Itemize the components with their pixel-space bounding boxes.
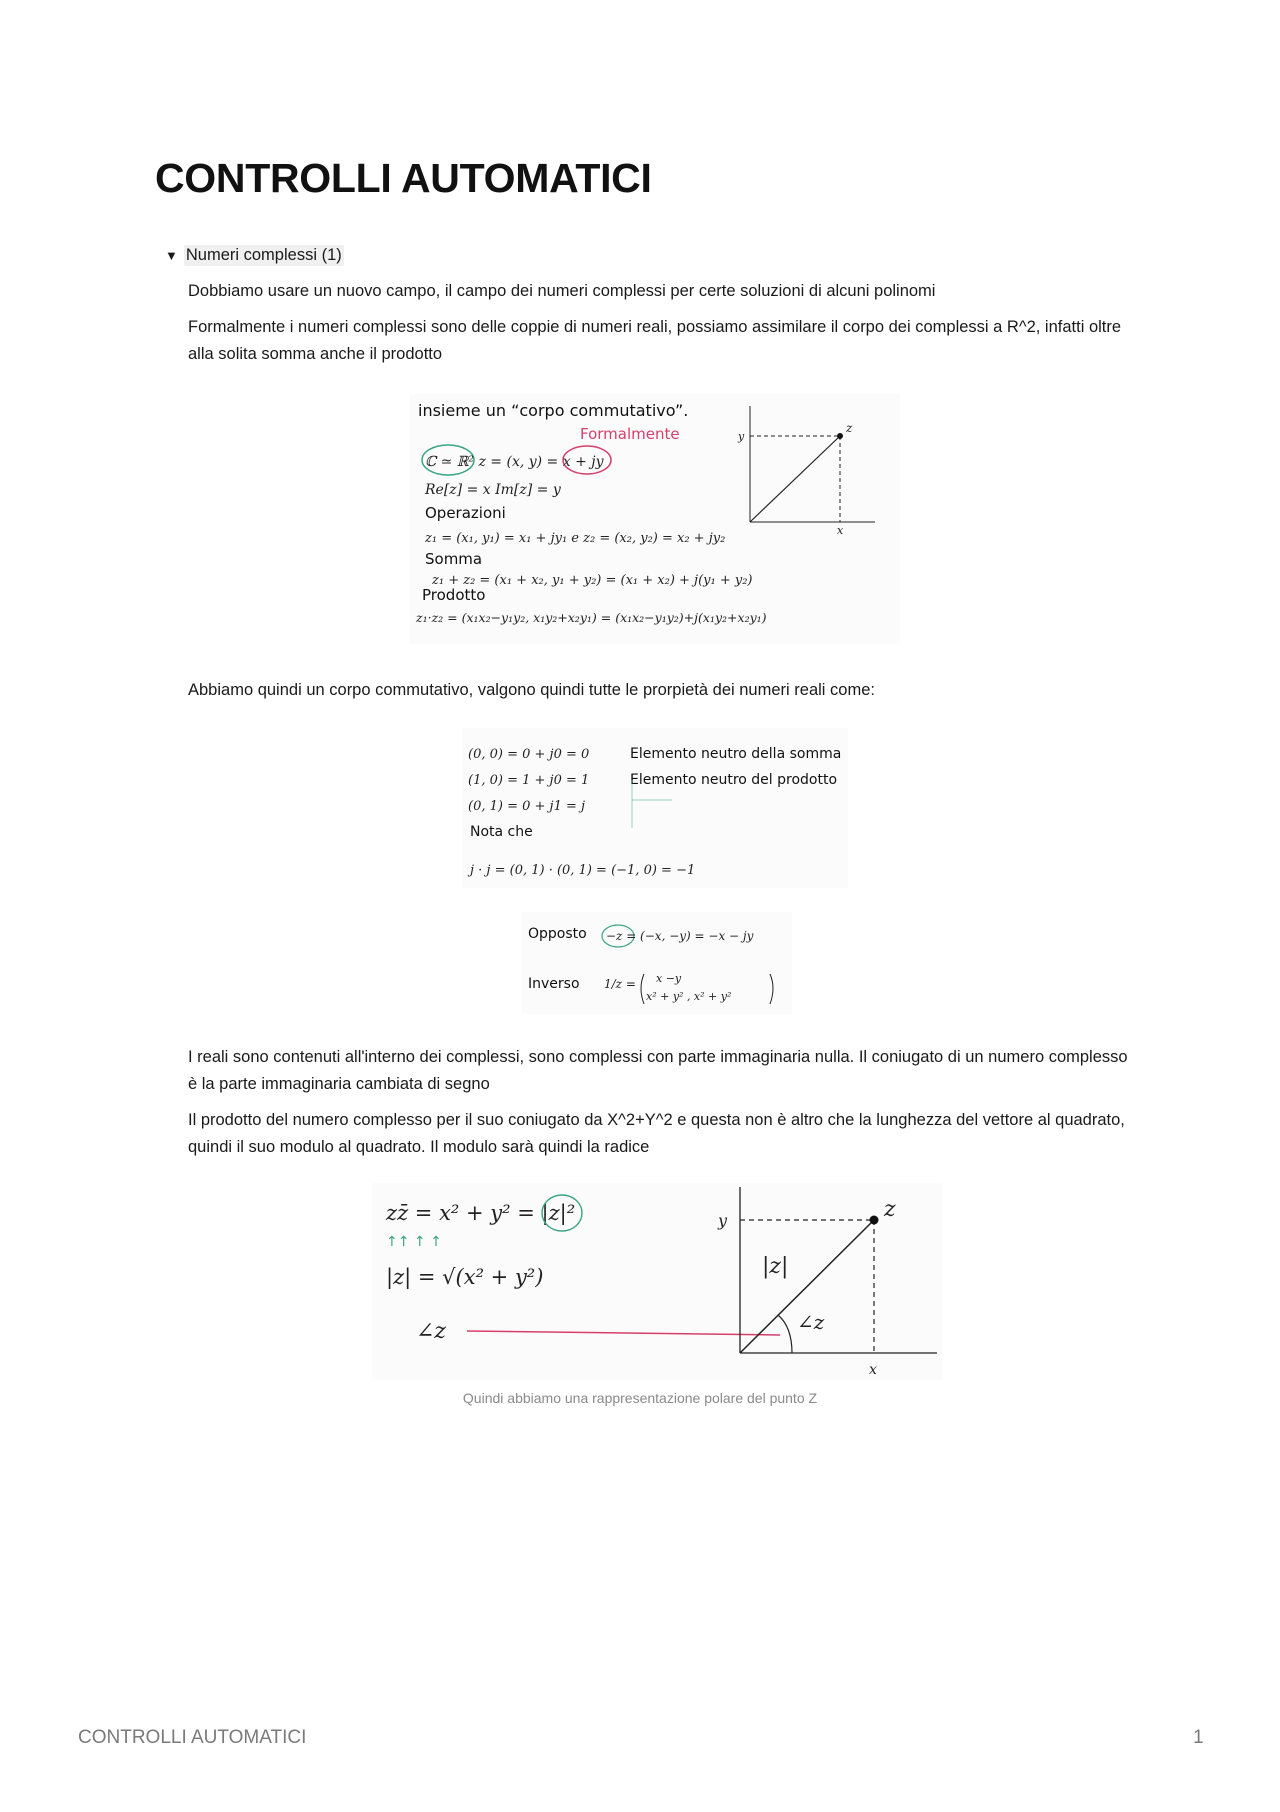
fig2-nota: Nota che	[470, 824, 533, 840]
fig1-line-z: z₁ = (x₁, y₁) = x₁ + jy₁ e z₂ = (x₂, y₂) = x₂ + jy₂	[425, 531, 726, 546]
fig1-prodotto: Prodotto	[422, 586, 486, 604]
fig3-inverso: Inverso	[528, 976, 580, 992]
fig2-row3: (0, 1) = 0 + j1 = j	[468, 799, 586, 814]
toggle-numeri-complessi[interactable]	[165, 245, 344, 266]
figure-polar-representation	[372, 1183, 942, 1380]
fig2-label1: Elemento neutro della somma	[630, 746, 842, 762]
fig1-axis-y-label: y	[738, 430, 745, 443]
paragraph-1: Dobbiamo usare un nuovo campo, il campo dei numeri complessi per certe soluzioni di alcuni polinomi	[188, 282, 936, 300]
fig4-eq1: zz̄ = x² + y² = |z|²	[386, 1201, 576, 1225]
fig2-label2: Elemento neutro del prodotto	[630, 772, 838, 788]
fig1-heading: insieme un “corpo commutativo”.	[418, 401, 689, 420]
fig3-opposto-eq: −z = (−x, −y) = −x − jy	[606, 929, 754, 943]
paragraph-3: Abbiamo quindi un corpo commutativo, valgono quindi tutte le prorpietà dei numeri reali come:	[188, 681, 875, 699]
fig3-inverso-num: x −y	[656, 972, 682, 985]
fig1-line-re: Re[z] = x Im[z] = y	[425, 482, 561, 498]
paragraph-5: Il prodotto del numero complesso per il suo coniugato da X^2+Y^2 e questa non è altro che la lunghezza del vettore al quadrato, quindi il suo modulo al quadrato. Il modulo sarà quindi la radice	[188, 1111, 1125, 1156]
footer-title: CONTROLLI AUTOMATICI	[78, 1727, 307, 1748]
fig4-point-label: z	[884, 1197, 896, 1222]
fig2-row1: (0, 0) = 0 + j0 = 0	[468, 747, 590, 762]
page-title: CONTROLLI AUTOMATICI	[155, 155, 652, 201]
fig4-pink-arrow	[467, 1331, 780, 1335]
fig1-vector	[750, 436, 840, 522]
fig3-paren-left	[641, 974, 644, 1004]
fig4-modulus: |z|	[762, 1254, 789, 1279]
figure-caption: Quindi abbiamo una rappresentazione polare del punto Z	[462, 1390, 818, 1406]
fig3-inverso-lhs: 1/z =	[604, 977, 636, 991]
fig1-point	[837, 433, 843, 439]
fig1-formal-note: Formalmente	[580, 425, 680, 443]
footer-page-number: 1	[1193, 1727, 1204, 1748]
figure-opposite-inverse	[522, 912, 792, 1014]
fig1-line-prodotto: z₁·z₂ = (x₁x₂−y₁y₂, x₁y₂+x₂y₁) = (x₁x₂−y₁y₂)+j(x₁y₂+x₂y₁)	[416, 610, 767, 625]
fig1-axis-x-label: x	[837, 524, 844, 537]
fig3-inverso-den: x² + y² , x² + y²	[646, 990, 732, 1003]
paragraph-4: I reali sono contenuti all'interno dei complessi, sono complessi con parte immaginaria nulla. Il coniugato di un numero complesso è la parte immaginaria cambiata di segno	[188, 1048, 1128, 1093]
figure-complex-definition	[410, 394, 900, 644]
toggle-arrow-icon[interactable]: ▼	[165, 248, 178, 263]
fig4-angle-label: ∠z	[797, 1310, 825, 1334]
fig4-angle: ∠z	[416, 1319, 447, 1344]
fig1-line-somma: z₁ + z₂ = (x₁ + x₂, y₁ + y₂) = (x₁ + x₂) + j(y₁ + y₂)	[432, 573, 753, 588]
fig4-angle-arc	[778, 1315, 792, 1353]
fig1-point-label: z	[846, 421, 853, 435]
fig3-opposto: Opposto	[528, 926, 587, 942]
fig1-somma: Somma	[425, 550, 483, 568]
paragraph-2: Formalmente i numeri complessi sono delle coppie di numeri reali, possiamo assimilare il corpo dei complessi a R^2, infatti oltre alla solita somma anche il prodotto	[188, 318, 1122, 363]
fig4-axis-x-label: x	[869, 1362, 877, 1378]
fig4-point	[870, 1216, 879, 1225]
fig4-axis-y-label: y	[718, 1211, 728, 1230]
fig4-eq2: |z| = √(x² + y²)	[386, 1265, 544, 1289]
fig2-row2: (1, 0) = 1 + j0 = 1	[468, 773, 590, 788]
fig2-jj: j · j = (0, 1) · (0, 1) = (−1, 0) = −1	[470, 863, 696, 878]
fig4-arrows: ↑↑ ↑ ↑	[386, 1234, 442, 1250]
fig1-operazioni: Operazioni	[425, 504, 506, 522]
fig1-line-c: ℂ ≃ ℝ² z = (x, y) = x + jy	[425, 454, 604, 470]
fig3-paren-right	[770, 974, 773, 1004]
toggle-label[interactable]: Numeri complessi (1)	[185, 246, 342, 264]
figure-neutral-elements	[462, 728, 848, 888]
